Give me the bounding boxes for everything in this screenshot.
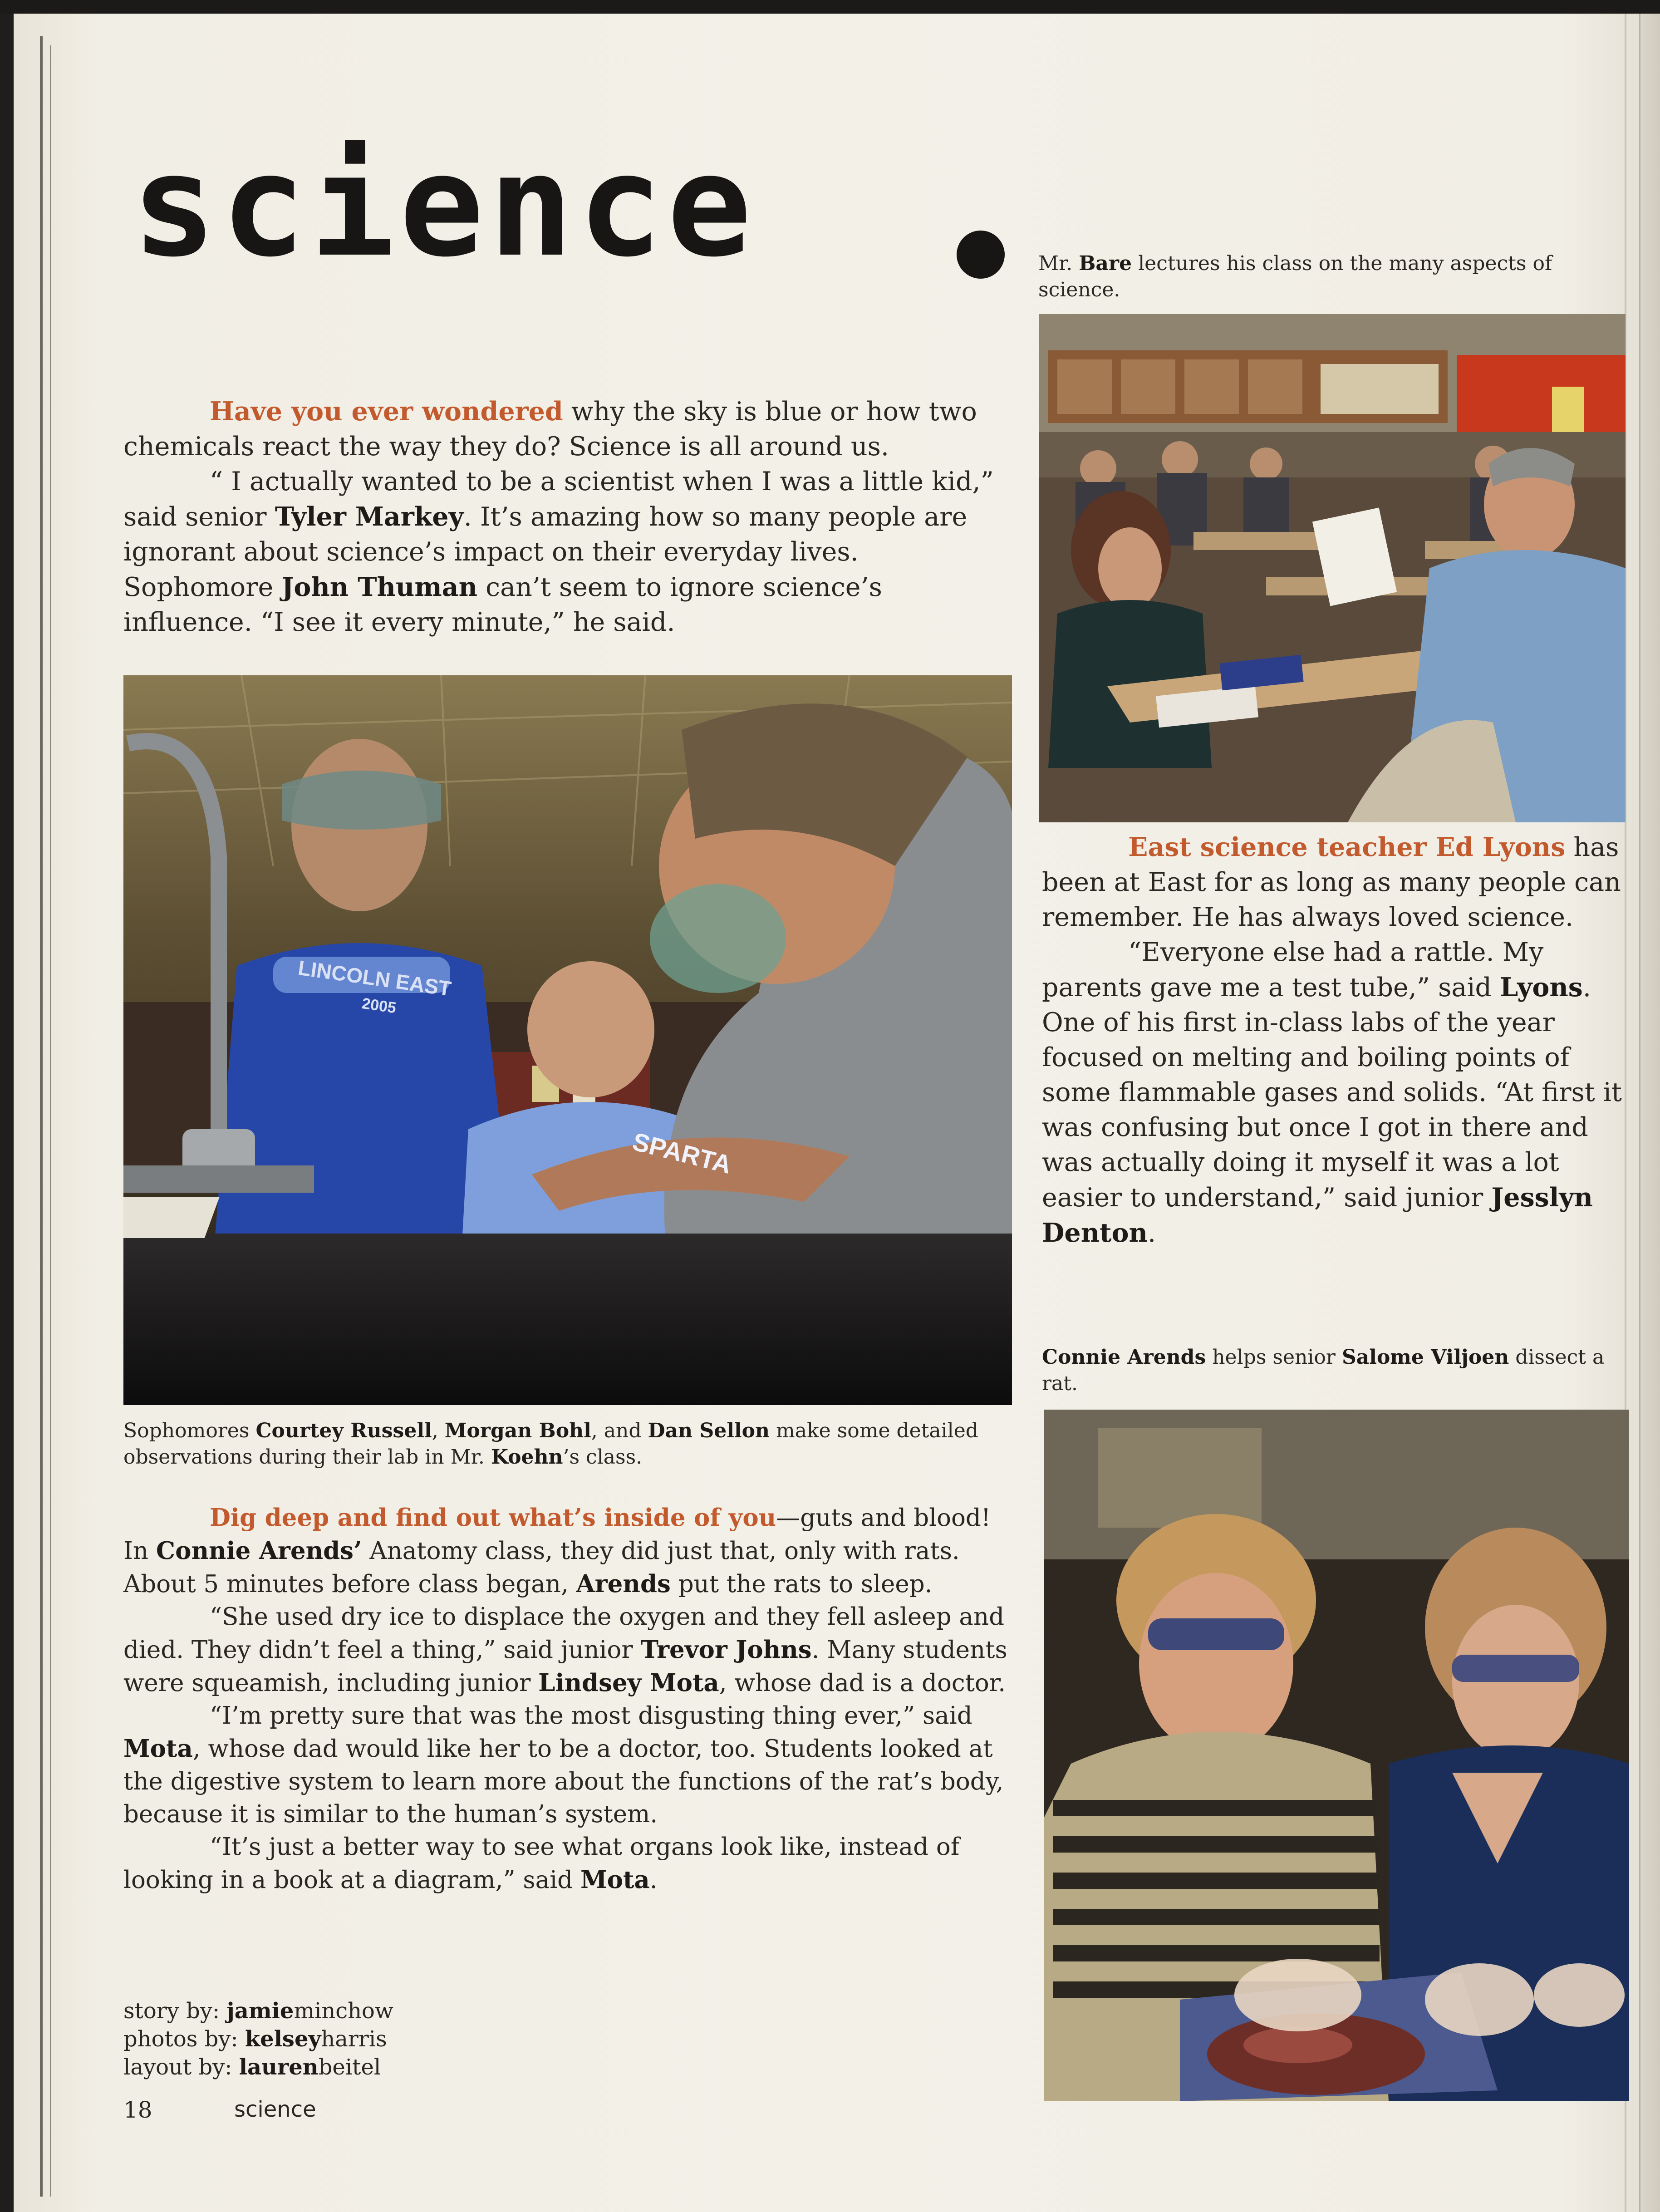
student-name: Tyler Markey (275, 501, 464, 532)
page-title: science (132, 124, 756, 288)
title-period-dot (957, 231, 1005, 279)
anatomy-story (123, 1501, 1013, 1897)
anatomy-paragraph-1: Dig deep and find out what’s inside of you—guts and blood! In Connie Arends’ Anatomy class, they did just that, only with rats. About 5 minutes before class began, Arends put the rats to sleep. (123, 1504, 991, 1598)
shirt-print-2: SPARTA (629, 1127, 735, 1179)
shirt-print: LINCOLN EAST 2005 (296, 955, 453, 1017)
page-number: 18 (123, 2097, 152, 2123)
anatomy-lead: Dig deep and find out what’s inside of you (210, 1504, 776, 1532)
anatomy-paragraph-4: “It’s just a better way to see what organs look like, instead of looking in a book at a diagram,” said Mota. (123, 1833, 960, 1894)
lyons-story (1042, 830, 1623, 1251)
lecture-caption: Mr. Bare lectures his class on the many aspects of science. (1038, 252, 1552, 301)
lyons-paragraph-2: “Everyone else had a rattle. My parents gave me a test tube,” said Lyons. One of his first in-class labs of the year focused on melting and boiling points of some flammable gases and solids. “At first it was confusing but once I got in there and was actually doing it myself it was a lot easier to understand,” said junior Jesslyn Denton. (1042, 937, 1622, 1248)
intro-paragraph-2: “ I actually wanted to be a scientist when I was a little kid,” said senior Tyler Markey. It’s amazing how so many people are ignorant about science’s impact on their everyday lives. Sophomore John Thuman can’t seem to ignore science’s influence. “I see it every minute,” he said. (123, 467, 994, 637)
credit-story: story by: jamieminchow (123, 1998, 394, 2024)
scan-top-edge (0, 0, 1660, 14)
credits (123, 1997, 393, 2081)
intro-story (123, 394, 999, 640)
photo-dissection (1044, 1410, 1629, 2101)
margin-rule (40, 36, 43, 2197)
photo-lecture (1039, 314, 1626, 822)
credit-photos: photos by: kelseyharris (123, 2026, 387, 2052)
page-stack-edge (1639, 14, 1660, 2212)
margin-rule-inner (50, 45, 51, 2197)
anatomy-paragraph-2: “She used dry ice to displace the oxygen and they fell asleep and died. They didn’t feel a thing,” said junior Trevor Johns. Many students were squeamish, including junior Lindsey Mota, whose dad is a doctor. (123, 1603, 1007, 1697)
goggles-caption: Sophomores Courtey Russell, Morgan Bohl, and Dan Sellon make some detailed observations during their lab in Mr. Koehn’s class. (123, 1419, 978, 1469)
student-name: John Thuman (281, 572, 478, 602)
section-label: science (234, 2097, 316, 2122)
intro-lead: Have you ever wondered (210, 396, 563, 427)
intro-paragraph-1: Have you ever wondered why the sky is blue or how two chemicals react the way they do? Science is all around us. (123, 396, 977, 462)
lyons-paragraph-1: East science teacher Ed Lyons has been at East for as long as many people can remember. He has always loved science. (1042, 832, 1621, 932)
lyons-lead: East science teacher Ed Lyons (1128, 832, 1566, 862)
anatomy-paragraph-3: “I’m pretty sure that was the most disgusting thing ever,” said Mota, whose dad would like her to be a doctor, too. Students looked at the digestive system to learn more about the functions of the rat’s body, because it is similar to the human’s system. (123, 1702, 1004, 1828)
credit-layout: layout by: laurenbeitel (123, 2055, 381, 2080)
page-binding (0, 14, 14, 2212)
dissect-caption: Connie Arends helps senior Salome Viljoen dissect a rat. (1042, 1346, 1605, 1395)
photo-goggles-lab (123, 675, 1012, 1405)
